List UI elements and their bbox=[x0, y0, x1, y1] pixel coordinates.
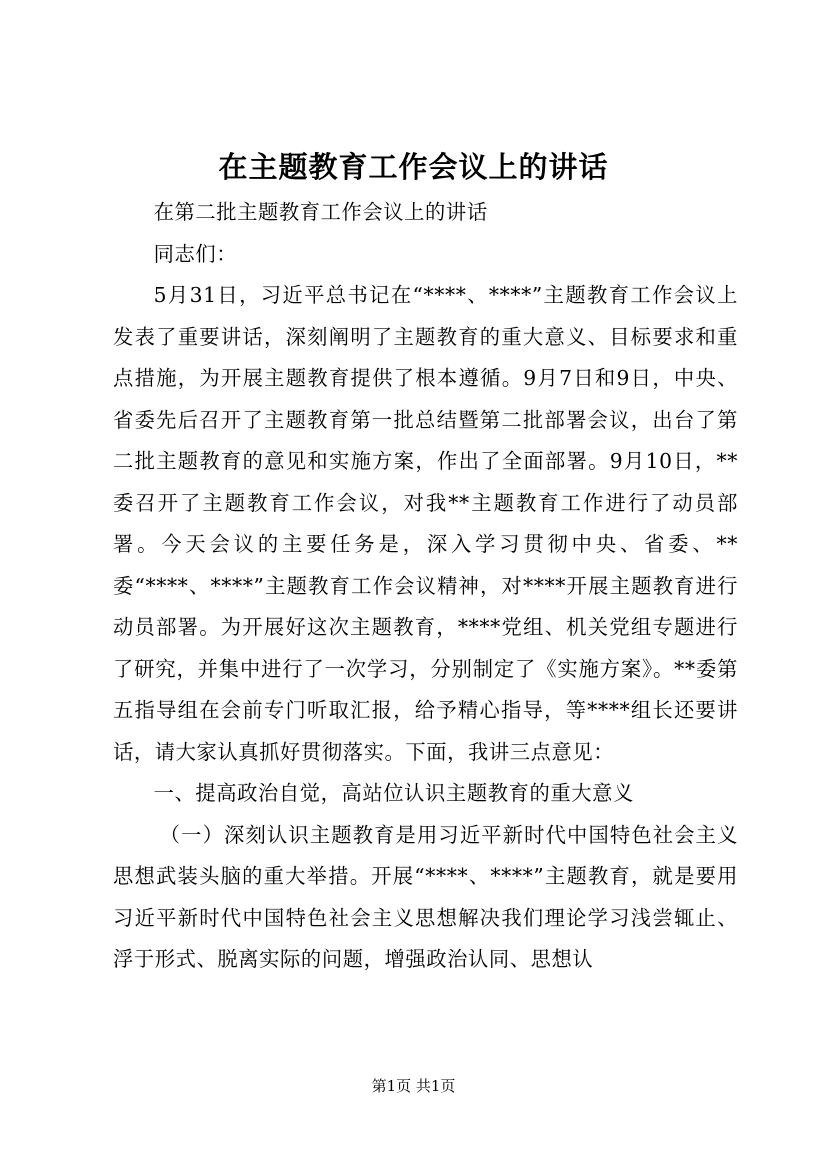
document-body bbox=[113, 192, 738, 981]
body-paragraph: 5月31日，习近平总书记在“****、****”主题教育工作会议上发表了重要讲话，深刻阐明了主题教育的重大意义、目标要求和重点措施，为开展主题教育提供了根本遵循。9月7日和9日，中央、省委先后召开了主题教育第一批总结暨第二批部署会议，出台了第二批主题教育的意见和实施方案，作出了全面部署。9月10日，**委召开了主题教育工作会议，对我**主题教育工作进行了动员部署。今天会议的主要任务是，深入学习贯彻中央、省委、**委“****、****”主题教育工作会议精神，对****开展主题教育进行动员部署。为开展好这次主题教育，****党组、机关党组专题进行了研究，并集中进行了一次学习，分别制定了《实施方案》。**委第五指导组在会前专门听取汇报，给予精心指导，等****组长还要讲话，请大家认真抓好贯彻落实。下面，我讲三点意见： bbox=[113, 283, 738, 764]
body-paragraph: （一）深刻认识主题教育是用习近平新时代中国特色社会主义思想武装头脑的重大举措。开展“****、****”主题教育，就是要用习近平新时代中国特色社会主义思想解决我们理论学习浅尝辄止、浮于形式、脱离实际的问题，增强政治认同、思想认 bbox=[113, 822, 738, 971]
subtitle-paragraph: 在第二批主题教育工作会议上的讲话 bbox=[153, 200, 488, 224]
document-title: 在主题教育工作会议上的讲话 bbox=[218, 150, 609, 184]
salutation-paragraph: 同志们： bbox=[153, 241, 238, 266]
section-heading: 一、提高政治自觉，高站位认识主题教育的重大意义 bbox=[153, 781, 634, 805]
page-footer: 第1页 共1页 bbox=[371, 1077, 456, 1095]
